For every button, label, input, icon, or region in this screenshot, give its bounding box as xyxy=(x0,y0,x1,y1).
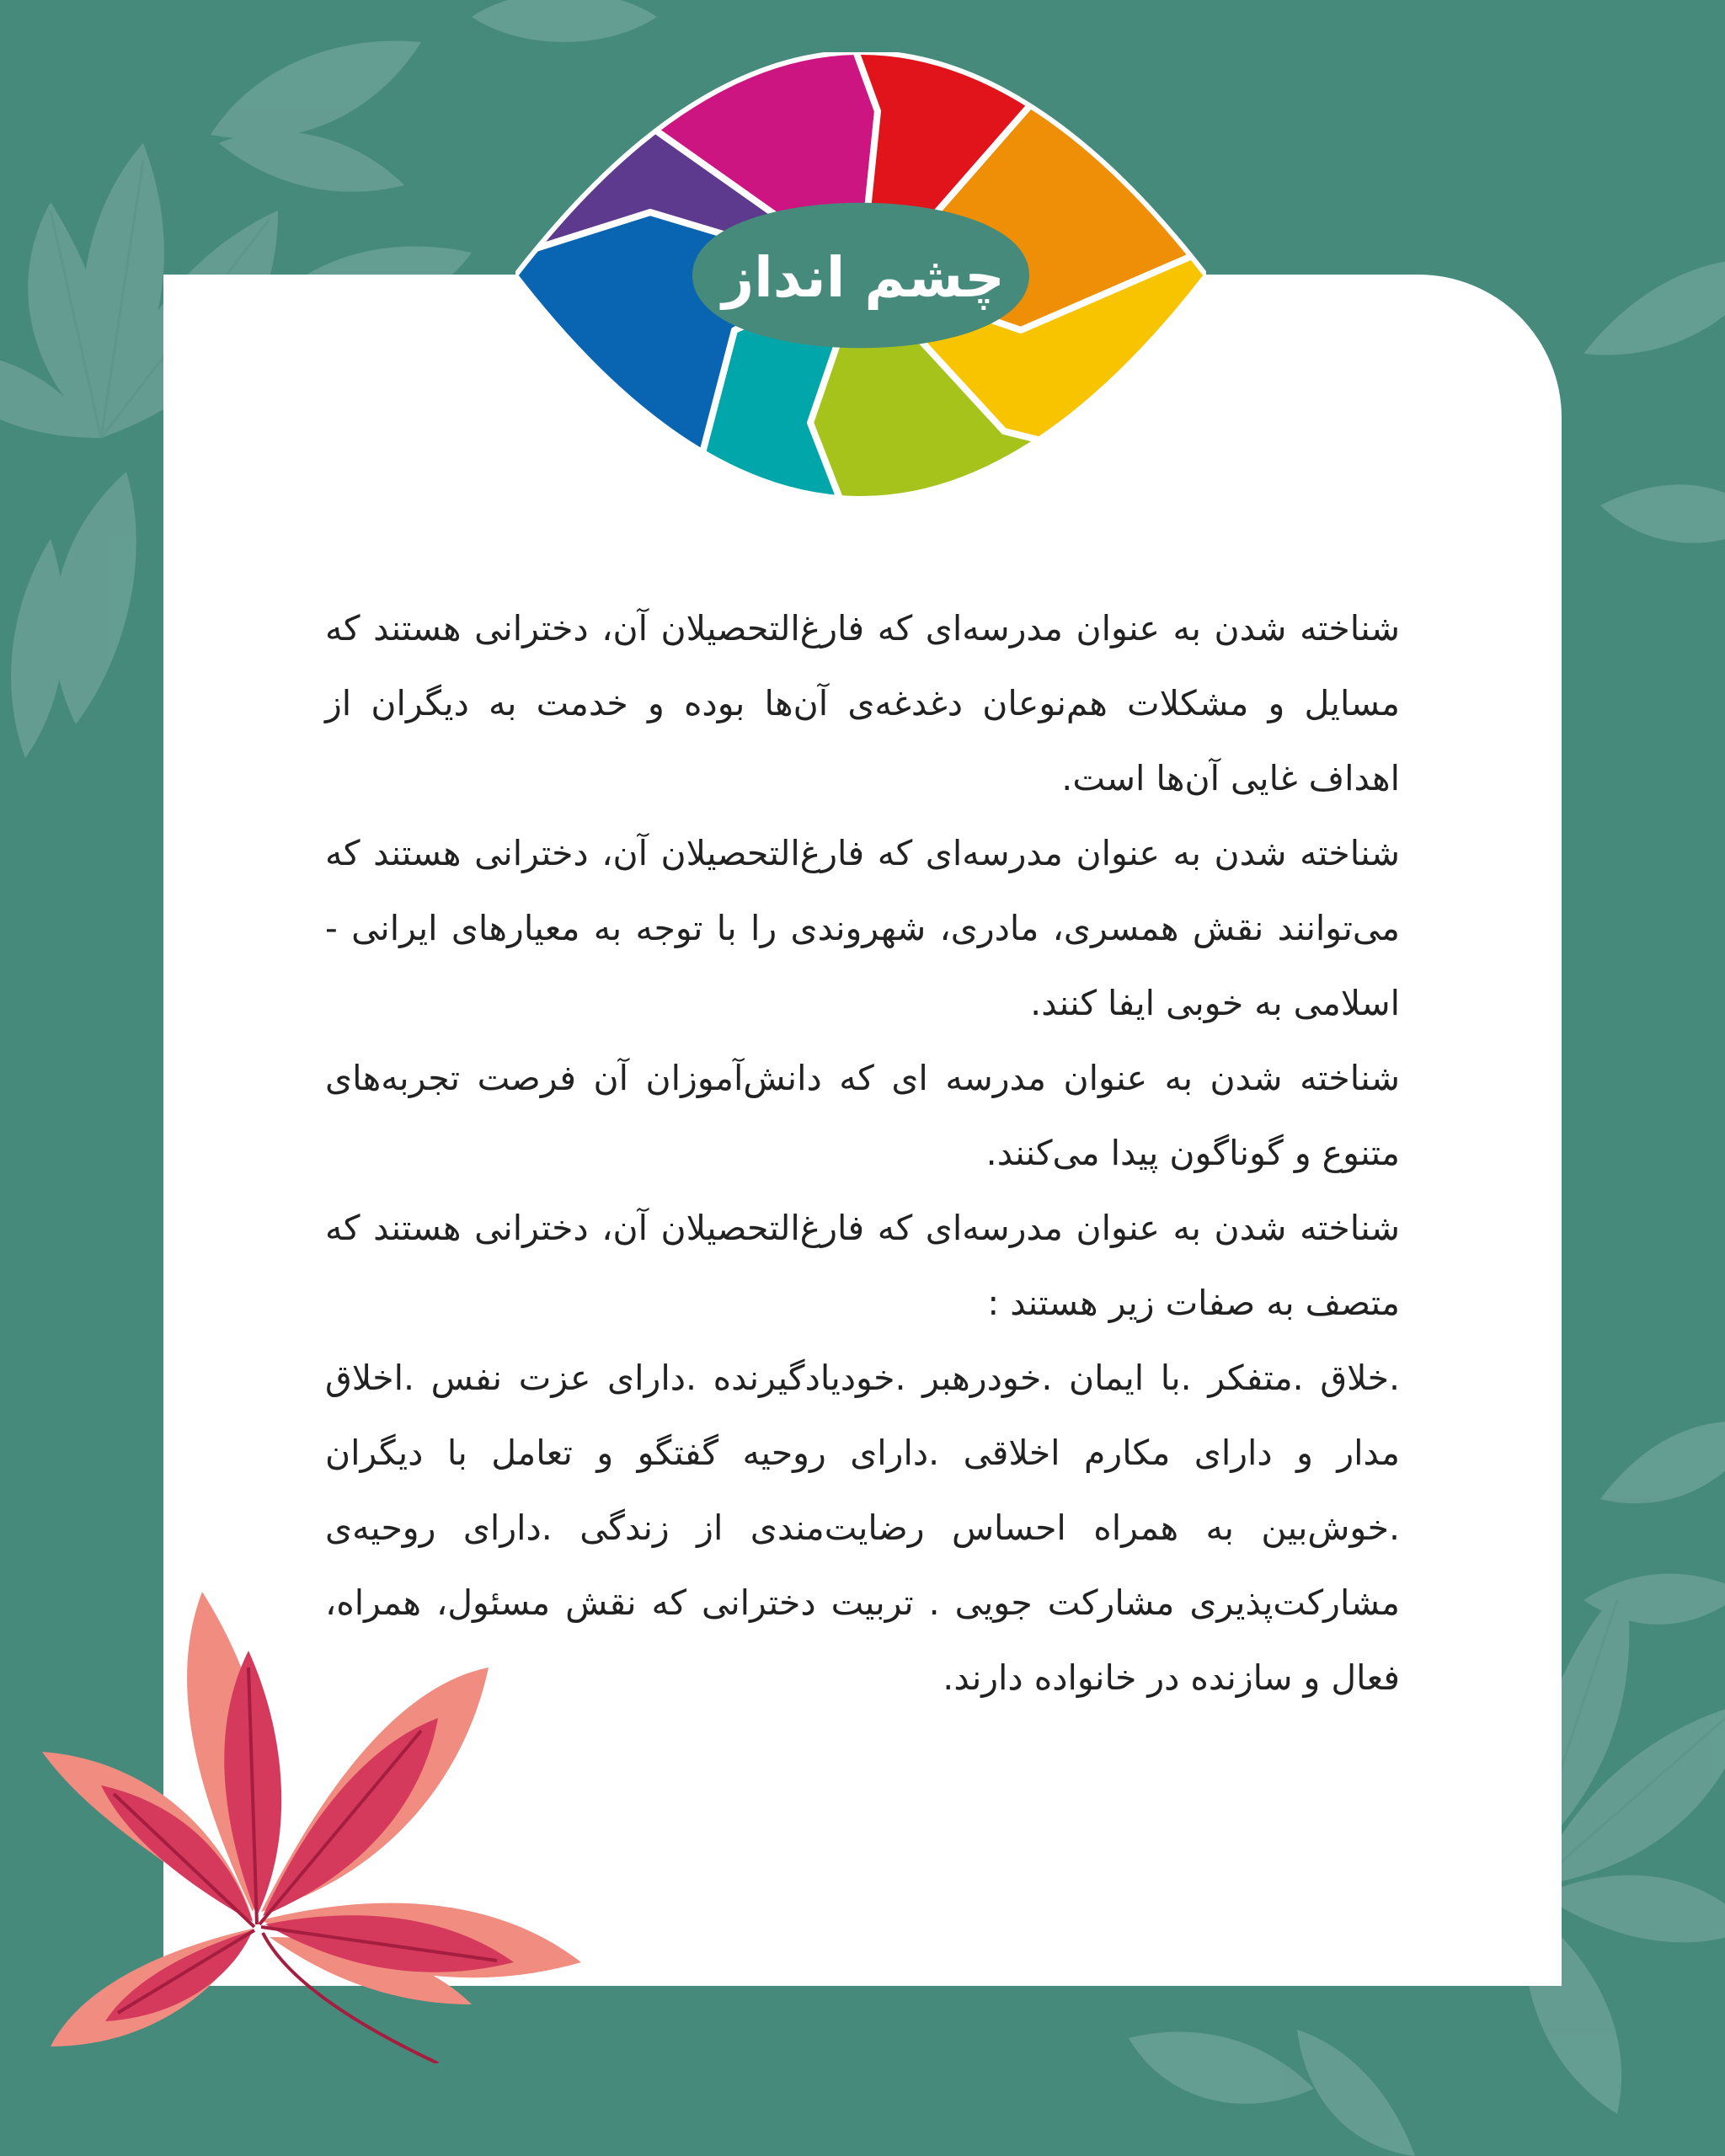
paragraph-4: شناخته شدن به عنوان مدرسه‌ای که فارغ‌التحصیلان آن، دخترانی هستند که متصف به صفات زیر هستند : xyxy=(325,1208,1400,1323)
page-title: چشم انداز xyxy=(722,245,1005,310)
paragraph-1: شناخته شدن به عنوان مدرسه‌ای که فارغ‌التحصیلان آن، دخترانی هستند که مسایل و مشکلات هم‌نوعان دغدغه‌ی آن‌ها بوده و خدمت به دیگران از اهداف غایی آن‌ها است. xyxy=(325,608,1400,798)
red-maple-leaf-icon xyxy=(42,1592,581,2063)
paragraph-3: شناخته شدن به عنوان مدرسه ای که دانش‌آموزان آن فرصت تجربه‌های متنوع و گوناگون پیدا می‌کنند. xyxy=(325,1058,1400,1173)
paragraph-2: شناخته شدن به عنوان مدرسه‌ای که فارغ‌التحصیلان آن، دخترانی هستند که می‌توانند نقش همسری، مادری، شهروندی را با توجه به معیارهای ایرانی - اسلامی به خوبی ایفا کنند. xyxy=(325,833,1400,1023)
paragraph-5: .خلاق .متفکر .با ایمان .خودرهبر .خودیادگیرنده .دارای عزت نفس .اخلاق مدار و دارای مکارم اخلاقی .دارای روحیه گفتگو و تعامل با دیگران .خوش‌بین به همراه احساس رضایت‌مندی از زندگی .دارای روحیه‌ی مشارکت‌پذیری مشارکت جویی . تربیت دخترانی که نقش مسئول، همراه، فعال و سازنده در خانواده دارند. xyxy=(325,1358,1400,1698)
vision-text xyxy=(325,591,1400,1698)
